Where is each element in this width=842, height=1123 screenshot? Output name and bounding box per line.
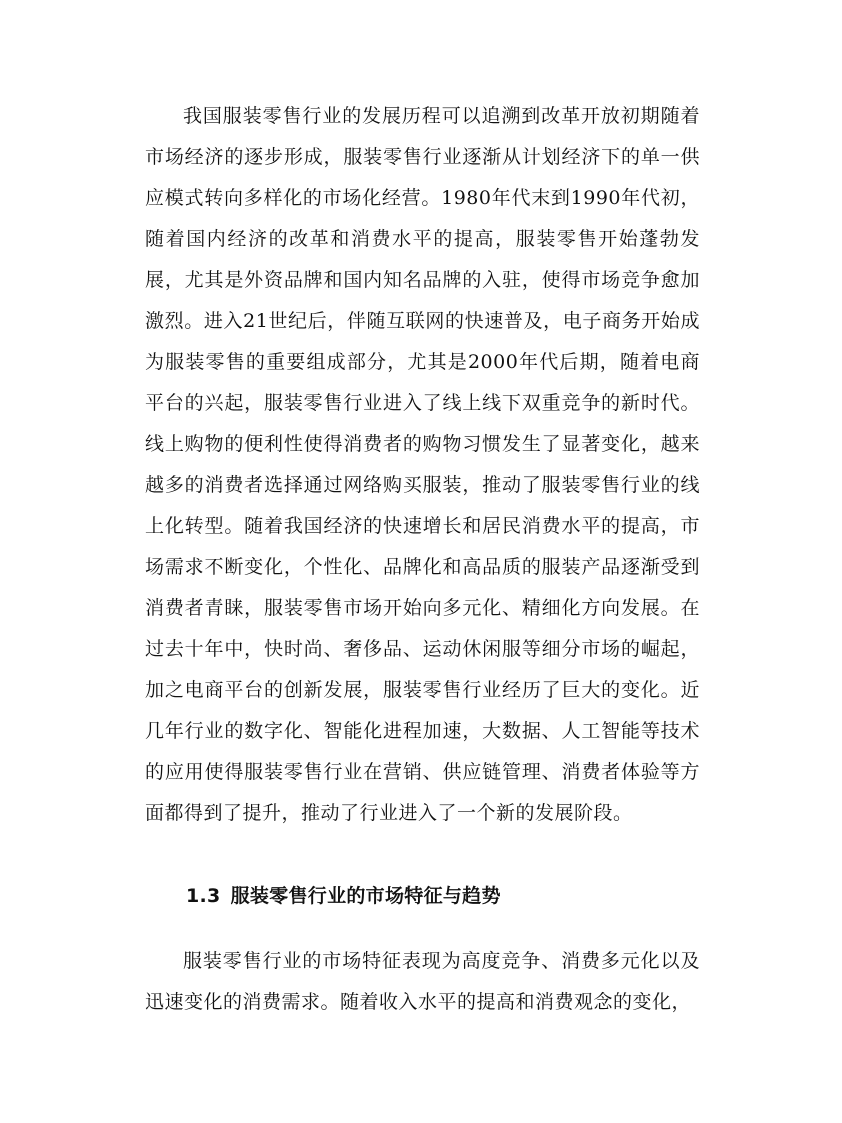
body-paragraph: 服装零售行业的市场特征表现为高度竞争、消费多元化以及迅速变化的消费需求。随着收入水平的提高和消费观念的变化， xyxy=(145,950,700,1013)
section-title: 服装零售行业的市场特征与趋势 xyxy=(230,885,501,907)
section-number: 1.3 xyxy=(186,885,221,907)
body-paragraph: 我国服装零售行业的发展历程可以追溯到改革开放初期随着市场经济的逐步形成，服装零售行业逐渐从计划经济下的单一供应模式转向多样化的市场化经营。1980年代末到1990年代初，随着国内经济的改革和消费水平的提高，服装零售开始蓬勃发展，尤其是外资品牌和国内知名品牌的入驻，使得市场竞争愈加激烈。进入21世纪后，伴随互联网的快速普及，电子商务开始成为服装零售的重要组成部分，尤其是2000年代后期，随着电商平台的兴起，服装零售行业进入了线上线下双重竞争的新时代。线上购物的便利性使得消费者的购物习惯发生了显著变化，越来越多的消费者选择通过网络购买服装，推动了服装零售行业的线上化转型。随着我国经济的快速增长和居民消费水平的提高，市场需求不断变化，个性化、品牌化和高品质的服装产品逐渐受到消费者青睐，服装零售市场开始向多元化、精细化方向发展。在过去十年中，快时尚、奢侈品、运动休闲服等细分市场的崛起，加之电商平台的创新发展，服装零售行业经历了巨大的变化。近几年行业的数字化、智能化进程加速，大数据、人工智能等技术的应用使得服装零售行业在营销、供应链管理、消费者体验等方面都得到了提升，推动了行业进入了一个新的发展阶段。 xyxy=(145,105,700,824)
section-heading xyxy=(186,878,501,914)
